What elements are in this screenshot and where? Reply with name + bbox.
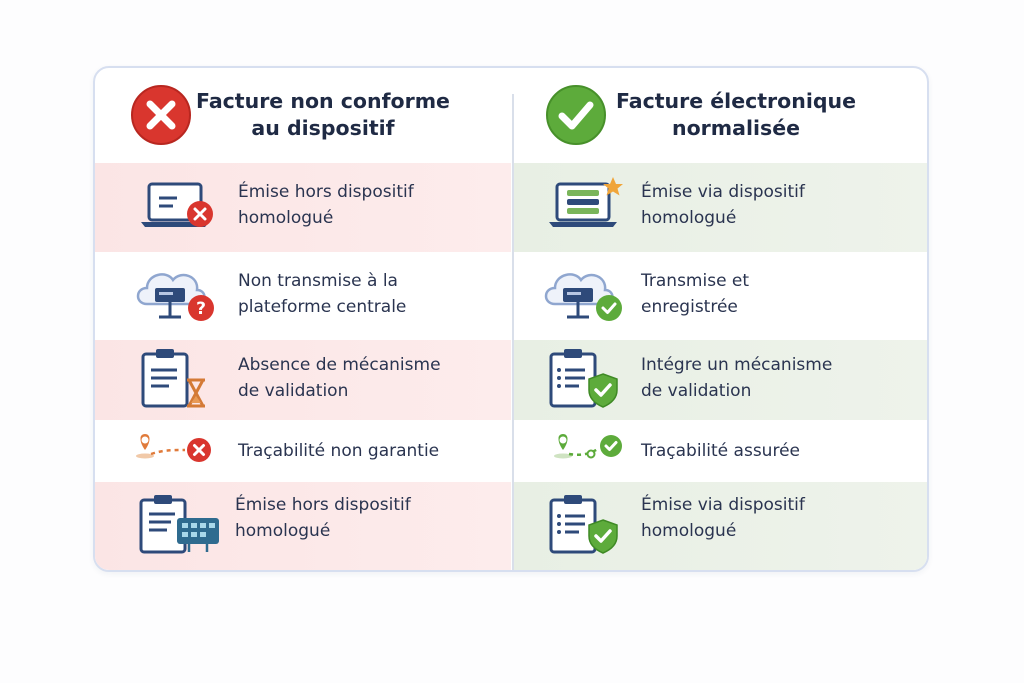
right-column-header bbox=[513, 68, 929, 163]
right-column-title: Facture électronique normalisée bbox=[615, 89, 857, 140]
clipboard-shield-icon bbox=[541, 494, 633, 556]
clipboard-terminal-icon bbox=[133, 494, 225, 556]
red-x-circle-icon bbox=[130, 84, 192, 146]
right-row-text: Émise via dispositif homologué bbox=[641, 495, 805, 541]
left-column-title: Facture non conforme au dispositif bbox=[196, 89, 450, 140]
right-row-text: Émise via dispositif homologué bbox=[641, 182, 805, 228]
comparison-row bbox=[95, 482, 927, 572]
right-row-text: Transmise et enregistrée bbox=[641, 271, 750, 317]
svg-text:?: ? bbox=[196, 299, 206, 319]
clipboard-shield-icon bbox=[541, 348, 633, 410]
column-divider bbox=[512, 94, 514, 570]
right-cell bbox=[513, 482, 929, 572]
left-row-text: Absence de mécanisme de validation bbox=[238, 355, 441, 401]
left-row-text: Émise hors dispositif homologué bbox=[235, 495, 411, 541]
left-cell bbox=[95, 340, 511, 420]
comparison-row bbox=[95, 340, 927, 420]
comparison-row bbox=[95, 163, 927, 252]
cloud-server-question-icon bbox=[133, 264, 225, 326]
left-cell bbox=[95, 252, 511, 340]
cloud-server-check-icon bbox=[541, 264, 633, 326]
green-check-circle-icon bbox=[545, 84, 607, 146]
left-column-header bbox=[95, 68, 511, 163]
broken-path-icon bbox=[133, 420, 225, 482]
laptop-error-icon bbox=[133, 176, 225, 238]
left-row-text: Non transmise à la plateforme centrale bbox=[238, 271, 407, 317]
verified-path-icon bbox=[541, 420, 633, 482]
left-row-text: Traçabilité non garantie bbox=[238, 441, 440, 461]
right-cell bbox=[513, 420, 929, 482]
right-cell bbox=[513, 163, 929, 252]
right-cell bbox=[513, 252, 929, 340]
left-row-text: Émise hors dispositif homologué bbox=[238, 182, 414, 228]
left-cell bbox=[95, 482, 511, 572]
right-row-text: Intégre un mécanisme de validation bbox=[641, 355, 833, 401]
comparison-row bbox=[95, 252, 927, 340]
laptop-star-icon bbox=[541, 176, 633, 238]
comparison-card bbox=[93, 66, 929, 572]
right-cell bbox=[513, 340, 929, 420]
right-row-text: Traçabilité assurée bbox=[641, 441, 800, 461]
left-cell bbox=[95, 163, 511, 252]
left-cell bbox=[95, 420, 511, 482]
clipboard-hourglass-icon bbox=[133, 348, 225, 410]
comparison-row bbox=[95, 420, 927, 482]
